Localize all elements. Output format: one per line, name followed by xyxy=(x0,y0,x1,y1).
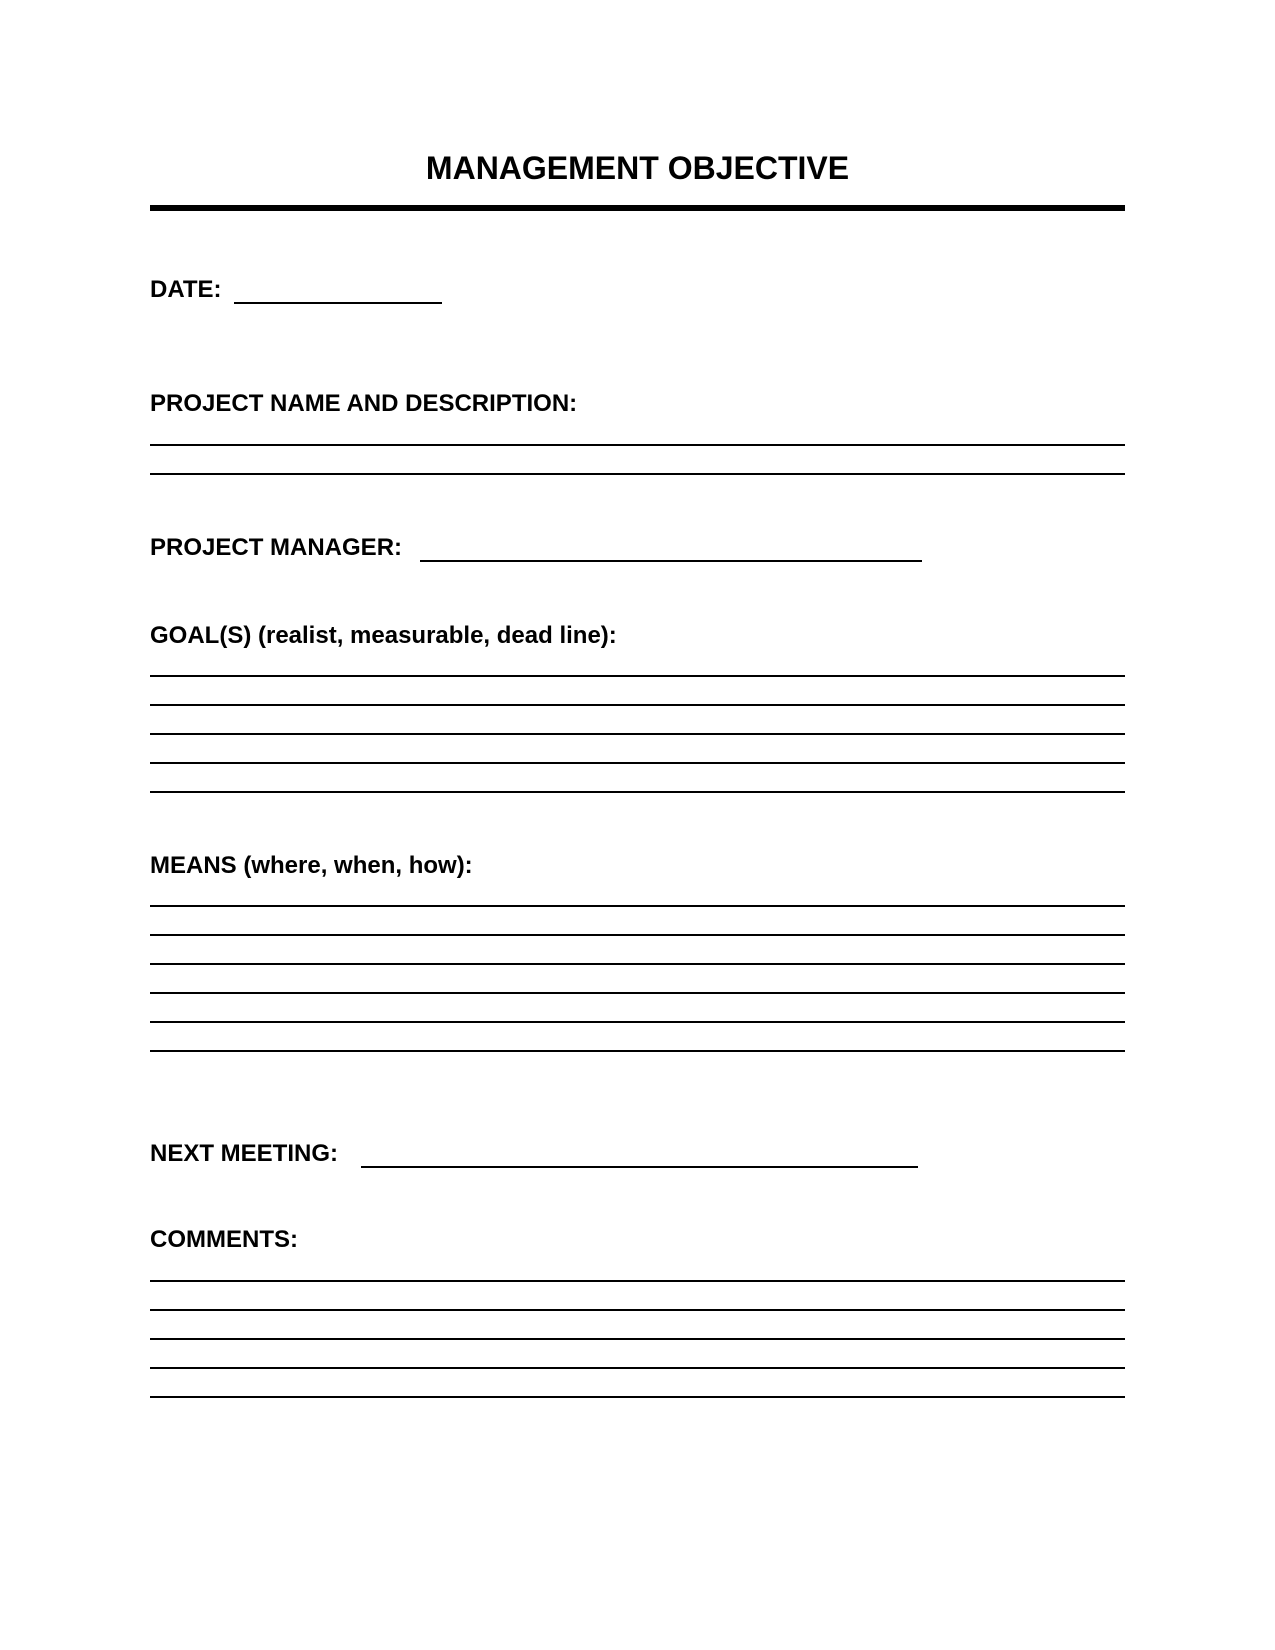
means-line[interactable] xyxy=(150,905,1125,907)
comments-line[interactable] xyxy=(150,1367,1125,1369)
title-divider xyxy=(150,205,1125,211)
means-line[interactable] xyxy=(150,1050,1125,1052)
goals-line[interactable] xyxy=(150,733,1125,735)
comments-line[interactable] xyxy=(150,1309,1125,1311)
project-manager-field-line[interactable] xyxy=(420,560,922,562)
goals-line[interactable] xyxy=(150,762,1125,764)
project-name-label: PROJECT NAME AND DESCRIPTION: xyxy=(150,390,578,417)
means-line[interactable] xyxy=(150,963,1125,965)
comments-label: COMMENTS: xyxy=(150,1226,298,1253)
means-line[interactable] xyxy=(150,934,1125,936)
goals-line[interactable] xyxy=(150,704,1125,706)
means-label: MEANS (where, when, how): xyxy=(150,852,473,879)
goals-label: GOAL(S) (realist, measurable, dead line): xyxy=(150,622,617,649)
comments-line[interactable] xyxy=(150,1280,1125,1282)
goals-line[interactable] xyxy=(150,675,1125,677)
form-title: MANAGEMENT OBJECTIVE xyxy=(425,150,850,186)
comments-line[interactable] xyxy=(150,1338,1125,1340)
date-field-line[interactable] xyxy=(234,302,442,304)
next-meeting-label: NEXT MEETING: xyxy=(150,1140,339,1167)
means-line[interactable] xyxy=(150,992,1125,994)
comments-line[interactable] xyxy=(150,1396,1125,1398)
project-manager-label: PROJECT MANAGER: xyxy=(150,534,403,561)
project-description-line[interactable] xyxy=(150,444,1125,446)
next-meeting-field-line[interactable] xyxy=(361,1166,918,1168)
goals-line[interactable] xyxy=(150,791,1125,793)
date-label: DATE: xyxy=(150,276,222,303)
project-description-line[interactable] xyxy=(150,473,1125,475)
means-line[interactable] xyxy=(150,1021,1125,1023)
